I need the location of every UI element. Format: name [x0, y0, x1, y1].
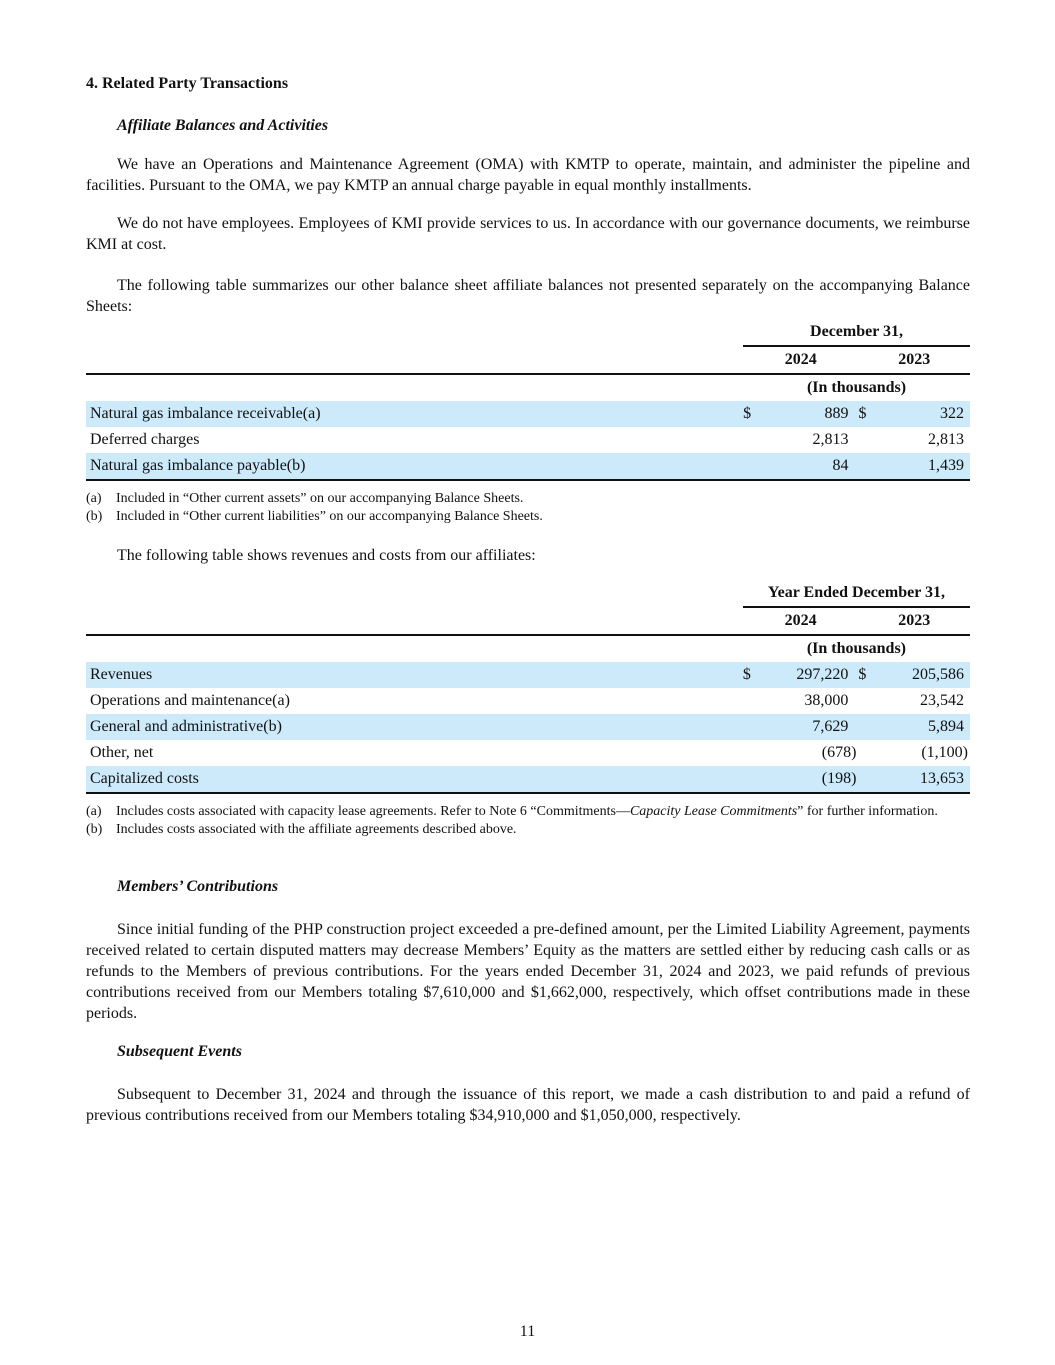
table-row: [86, 688, 970, 714]
dollar-sign: [743, 766, 763, 793]
paragraph-employees: We do not have employees. Employees of KMI provide services to us. In accordance with our governance documents, we reimburse KMI at cost.: [86, 215, 970, 253]
row-label: Capitalized costs: [90, 770, 199, 787]
table-period-header-row: [86, 319, 970, 346]
footnote-text: [116, 803, 970, 821]
value-2023: (1,100): [921, 744, 968, 761]
footnote-text: Included in “Other current assets” on our accompanying Balance Sheets.: [116, 491, 524, 506]
value-2023: 13,653: [920, 770, 964, 787]
table-units-row: [86, 635, 970, 662]
row-label: Natural gas imbalance receivable(a): [90, 405, 321, 422]
row-label: Other, net: [90, 744, 154, 761]
dollar-sign: [859, 453, 879, 480]
dollar-sign: [858, 766, 878, 793]
footnote-marker: (a): [86, 491, 102, 506]
table-row: [86, 401, 970, 427]
table-row: [86, 740, 970, 766]
value-2024: 38,000: [804, 692, 849, 709]
table-row: [86, 427, 970, 453]
footnote: [86, 821, 970, 839]
dollar-sign: [743, 714, 763, 740]
table-units-row: [86, 374, 970, 401]
footnote-marker: (b): [86, 509, 103, 524]
value-2023: 2,813: [928, 431, 964, 448]
table-row: [86, 453, 970, 480]
affiliate-balances-table: [86, 319, 970, 481]
period-header: December 31,: [743, 319, 970, 346]
dollar-sign: [858, 714, 878, 740]
dollar-sign: [858, 688, 878, 714]
dollar-sign: $: [742, 666, 751, 683]
dollar-sign: $: [858, 666, 867, 683]
footnote: [86, 490, 970, 508]
subsection-heading-affiliate: Affiliate Balances and Activities: [117, 117, 329, 134]
dollar-sign: $: [858, 405, 867, 422]
value-2024: 84: [832, 457, 849, 474]
table-row: [86, 662, 970, 688]
dollar-sign: [743, 740, 763, 766]
paragraph-table1-intro: The following table summarizes our other balance sheet affiliate balances not presented separately on the accompanying Balance Sheets:: [86, 277, 970, 315]
footnote-text: Includes costs associated with the affiliate agreements described above.: [116, 822, 517, 837]
affiliate-revenues-costs-table: [86, 580, 970, 794]
col-header-2023: 2023: [898, 612, 931, 629]
value-2023: 23,542: [920, 692, 964, 709]
value-2024: (678): [821, 744, 857, 761]
table-year-header-row: [86, 607, 970, 635]
footnote: [86, 508, 970, 526]
subsection-heading-subsequent: Subsequent Events: [117, 1043, 242, 1060]
units-label: (In thousands): [806, 379, 907, 396]
paragraph-table2-intro: The following table shows revenues and costs from our affiliates:: [117, 547, 536, 564]
value-2024: (198): [821, 770, 857, 787]
value-2024: 297,220: [796, 666, 849, 683]
table-row: [86, 714, 970, 740]
section-title: 4. Related Party Transactions: [86, 75, 289, 92]
value-2024: 7,629: [812, 718, 849, 735]
paragraph-subsequent: Subsequent to December 31, 2024 and through the issuance of this report, we made a cash distribution to and paid a refund of previous contributions received from our Members totaling $34,910,000 and $1,050,000, respectively.: [86, 1086, 970, 1124]
subsection-heading-members: Members’ Contributions: [117, 878, 279, 895]
row-label: Deferred charges: [90, 431, 200, 448]
table-row: [86, 766, 970, 793]
footnote-text-part: Includes costs associated with capacity lease agreements. Refer to Note 6 “Commitments—: [116, 804, 630, 819]
dollar-sign: [743, 688, 763, 714]
row-label: Revenues: [90, 666, 153, 683]
footnote-marker: (a): [86, 804, 102, 819]
footnote: [86, 803, 970, 821]
paragraph-members: Since initial funding of the PHP construction project exceeded a pre-defined amount, per the Limited Liability Agreement, payments received related to certain disputed matters may decrease Members’ Equity as the matters are settled either by reducing cash calls or as refunds to the Members of previous contributions. For the years ended December 31, 2024 and 2023, we paid refunds of previous contributions received from our Members totaling $7,610,000 and $1,662,000, respectively, which offset contributions made in these periods.: [86, 921, 970, 1022]
value-2023: 1,439: [928, 457, 964, 474]
dollar-sign: [858, 740, 878, 766]
col-header-2024: 2024: [784, 612, 817, 629]
paragraph-oma: We have an Operations and Maintenance Agreement (OMA) with KMTP to operate, maintain, and administer the pipeline and facilities. Pursuant to the OMA, we pay KMTP an annual charge payable in equal monthly installments.: [86, 156, 970, 194]
row-label: Operations and maintenance(a): [90, 692, 290, 709]
col-header-2023: 2023: [898, 351, 931, 368]
footnote-text: Included in “Other current liabilities” on our accompanying Balance Sheets.: [116, 509, 543, 524]
row-label: Natural gas imbalance payable(b): [90, 457, 306, 474]
table2-footnotes: [86, 803, 970, 839]
dollar-sign: [743, 427, 763, 453]
dollar-sign: $: [743, 405, 752, 422]
value-2023: 5,894: [928, 718, 964, 735]
footnote-text-italic: Capacity Lease Commitments: [629, 804, 798, 819]
value-2023: 205,586: [912, 666, 964, 683]
value-2023: 322: [940, 405, 964, 422]
value-2024: 2,813: [812, 431, 849, 448]
dollar-sign: [743, 453, 763, 480]
period-header: Year Ended December 31,: [743, 580, 970, 607]
table1-footnotes: [86, 490, 970, 526]
table-period-header-row: [86, 580, 970, 607]
row-label: General and administrative(b): [90, 718, 282, 735]
value-2024: 889: [824, 405, 849, 422]
page-number: 11: [519, 1323, 536, 1340]
footnote-marker: (b): [86, 822, 103, 837]
col-header-2024: 2024: [784, 351, 817, 368]
table-year-header-row: [86, 346, 970, 374]
units-label: (In thousands): [806, 640, 906, 657]
dollar-sign: [859, 427, 879, 453]
footnote-text-part: ” for further information.: [797, 804, 938, 819]
